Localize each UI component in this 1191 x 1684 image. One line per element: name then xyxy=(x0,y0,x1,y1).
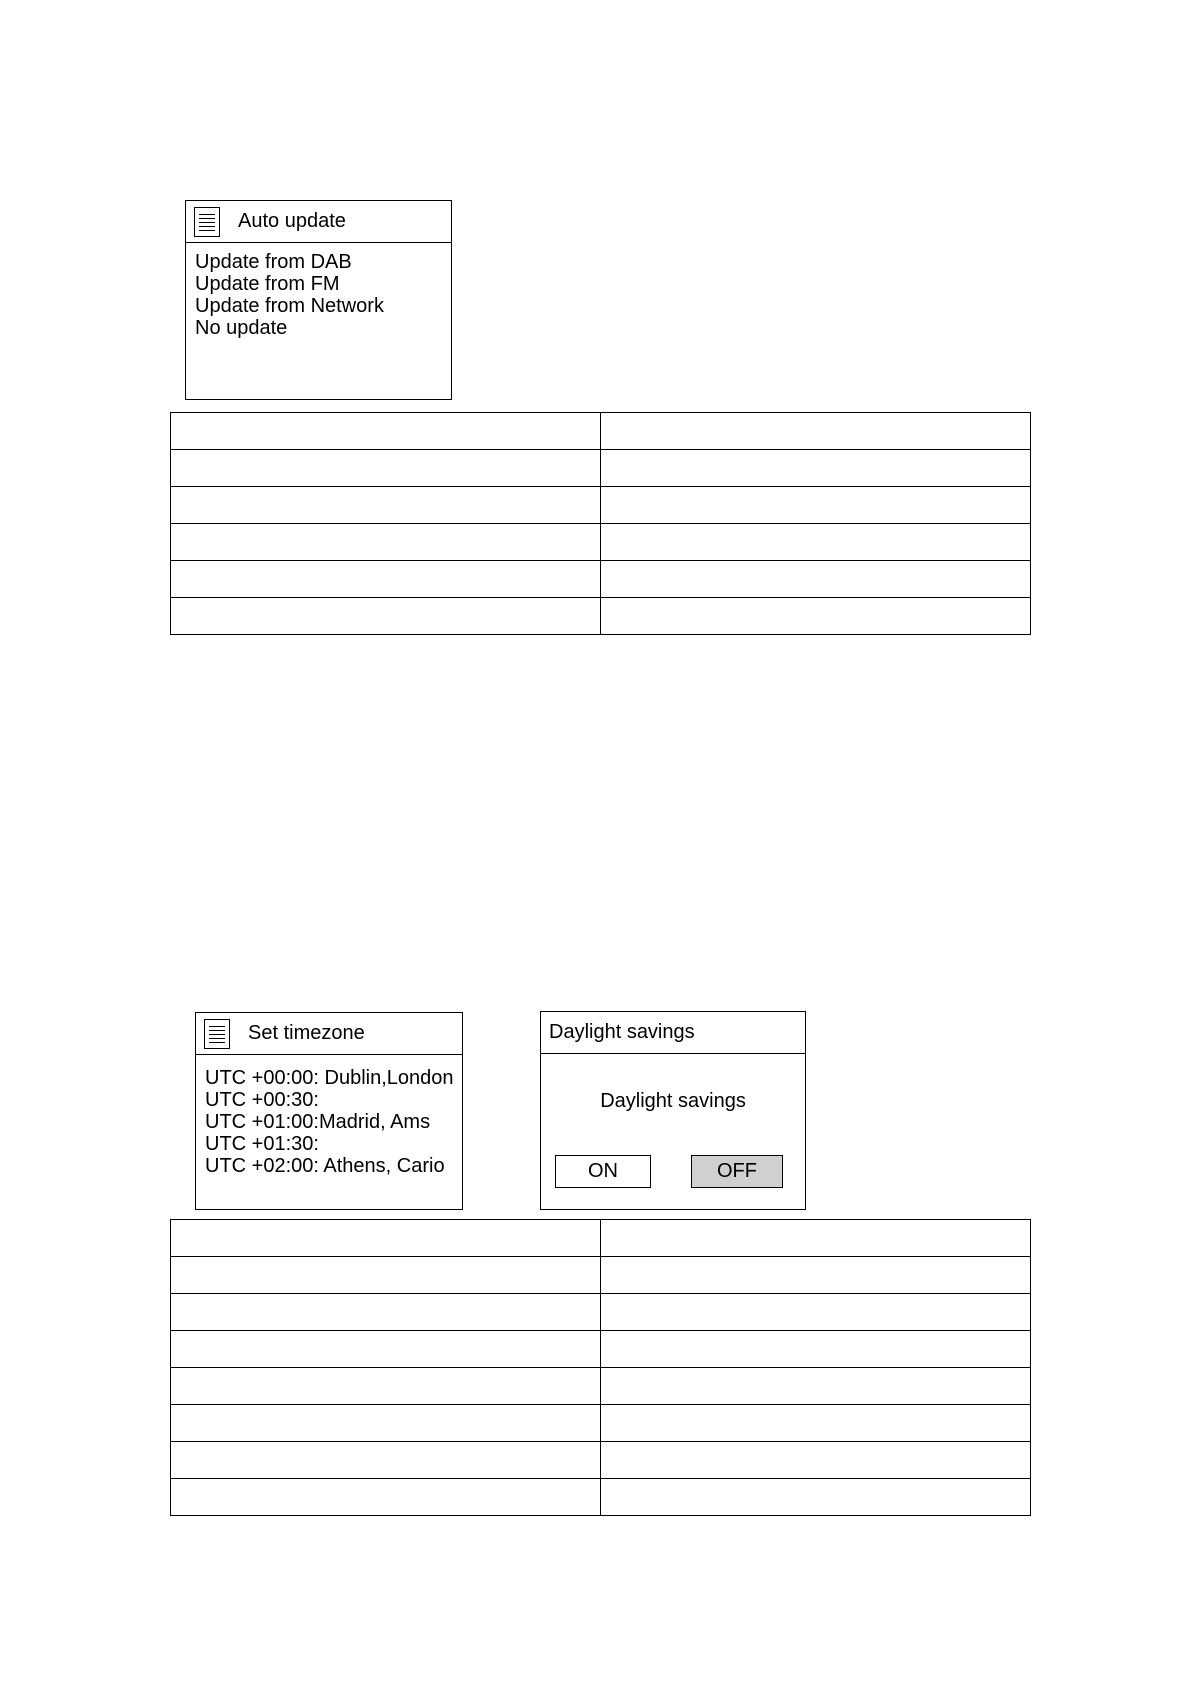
option-update-fm[interactable]: Update from FM xyxy=(195,273,340,295)
table-cell xyxy=(171,1331,601,1368)
menu-list-icon xyxy=(204,1019,230,1049)
table-cell xyxy=(171,487,601,524)
table-cell xyxy=(171,524,601,561)
timezone-option[interactable]: UTC +00:30: xyxy=(205,1089,319,1111)
settings-table-2 xyxy=(170,1219,1031,1516)
auto-update-header xyxy=(186,201,451,243)
table-cell xyxy=(601,1257,1031,1294)
table-cell xyxy=(601,450,1031,487)
auto-update-options xyxy=(195,251,384,339)
timezone-option[interactable]: UTC +01:30: xyxy=(205,1133,319,1155)
settings-table-1 xyxy=(170,412,1031,635)
daylight-savings-screen xyxy=(540,1011,806,1210)
table-cell xyxy=(171,1442,601,1479)
timezone-header xyxy=(196,1013,462,1055)
table-cell xyxy=(171,598,601,635)
table-row xyxy=(171,1442,1031,1479)
table-row xyxy=(171,1331,1031,1368)
table-row xyxy=(171,1479,1031,1516)
option-update-dab[interactable]: Update from DAB xyxy=(195,251,352,273)
table-cell xyxy=(601,598,1031,635)
table-cell xyxy=(601,413,1031,450)
table-cell xyxy=(171,1220,601,1257)
table-row xyxy=(171,1294,1031,1331)
table-cell xyxy=(601,1479,1031,1516)
on-button[interactable]: ON xyxy=(555,1155,651,1188)
option-no-update[interactable]: No update xyxy=(195,317,288,339)
timezone-option[interactable]: UTC +00:00: Dublin,London xyxy=(205,1067,454,1089)
option-update-network[interactable]: Update from Network xyxy=(195,295,384,317)
table-cell xyxy=(171,1405,601,1442)
table-cell xyxy=(171,450,601,487)
timezone-options xyxy=(205,1067,454,1177)
table-cell xyxy=(601,1331,1031,1368)
daylight-savings-title: Daylight savings xyxy=(549,1021,695,1043)
table-cell xyxy=(601,1220,1031,1257)
table-row xyxy=(171,598,1031,635)
table-cell xyxy=(171,413,601,450)
table-row xyxy=(171,1220,1031,1257)
auto-update-title: Auto update xyxy=(238,210,346,232)
off-button[interactable]: OFF xyxy=(691,1155,783,1188)
table-cell xyxy=(171,1479,601,1516)
table-row xyxy=(171,1405,1031,1442)
table-row xyxy=(171,561,1031,598)
timezone-option[interactable]: UTC +02:00: Athens, Cario xyxy=(205,1155,445,1177)
table-row xyxy=(171,450,1031,487)
table-cell xyxy=(601,1405,1031,1442)
table-row xyxy=(171,1368,1031,1405)
timezone-title: Set timezone xyxy=(248,1022,365,1044)
table-cell xyxy=(601,1368,1031,1405)
daylight-savings-header xyxy=(541,1012,805,1054)
table-row xyxy=(171,1257,1031,1294)
timezone-screen xyxy=(195,1012,463,1210)
auto-update-screen xyxy=(185,200,452,400)
table-cell xyxy=(171,1257,601,1294)
table-row xyxy=(171,413,1031,450)
daylight-savings-prompt: Daylight savings xyxy=(600,1090,746,1112)
table-cell xyxy=(601,524,1031,561)
table-row xyxy=(171,487,1031,524)
table-cell xyxy=(171,561,601,598)
table-row xyxy=(171,524,1031,561)
menu-list-icon xyxy=(194,207,220,237)
table-cell xyxy=(171,1368,601,1405)
table-cell xyxy=(601,1294,1031,1331)
table-cell xyxy=(601,487,1031,524)
table-cell xyxy=(601,561,1031,598)
timezone-option[interactable]: UTC +01:00:Madrid, Ams xyxy=(205,1111,431,1133)
table-cell xyxy=(601,1442,1031,1479)
table-cell xyxy=(171,1294,601,1331)
